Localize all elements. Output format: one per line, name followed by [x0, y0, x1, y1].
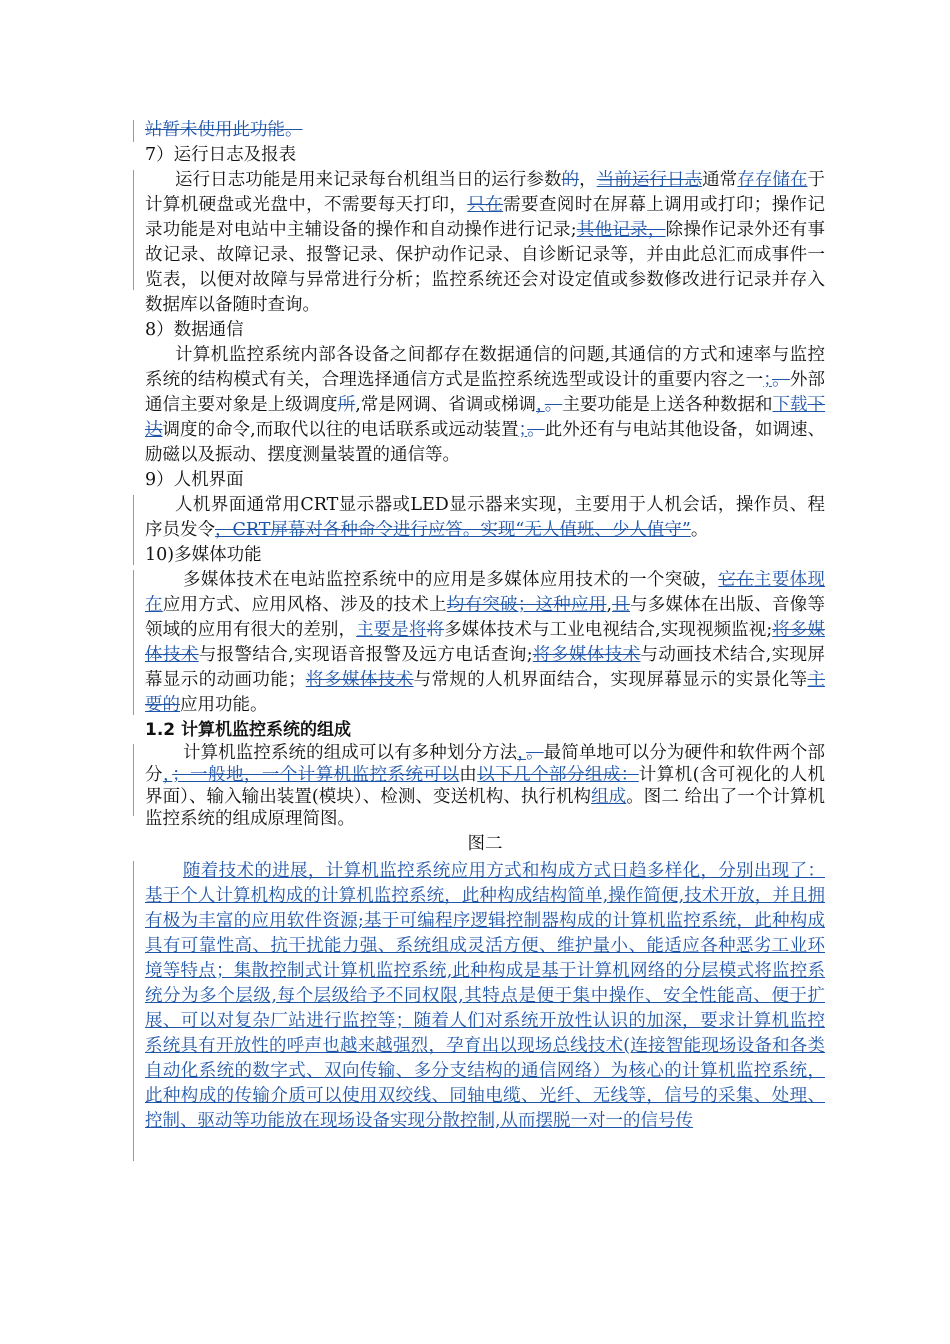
change-bar [133, 170, 134, 290]
change-bar [133, 495, 134, 565]
heading-10: 10)多媒体功能 [145, 545, 262, 565]
paragraph-8: 计算机监控系统内部各设备之间都存在数据通信的问题,其通信的方式和速率与监控系统的结构模式有关，合理选择通信方式是监控系统选型或设计的重要内容之一；。外部通信主要对象是上级调度所,常是网调、省调或梯调，。主要功能是上送各种数据和下载下达调度的命令,而取代以往的电话联系或远动装置；。此外还有与电站其他设备，如调速、励磁以及振动、摆度测量装置的通信等。 [145, 345, 826, 465]
section-title: 1.2 计算机监控系统的组成 [145, 720, 352, 740]
paragraph-continued [145, 118, 825, 143]
paragraph-inserted: 随着技术的进展，计算机监控系统应用方式和构成方式日趋多样化，分别出现了：基于个人计算机构成的计算机监控系统，此种构成结构简单,操作简便,技术开放，并且拥有极为丰富的应用软件资源;基于可编程序逻辑控制器构成的计算机监控系统，此种构成具有可靠性高、抗干扰能力强、系统组成灵活方便、维护量小、能适应各种恶劣工业环境等特点；集散控制式计算机监控系统,此种构成是基于计算机网络的分层模式将监控系统分为多个层级,每个层级给予不同权限,其特点是便于集中操作、安全性能高、便于扩展、可以对复杂厂站进行监控等；随着人们对系统开放性认识的加深，要求计算机监控系统具有开放性的呼声也越来越强烈，孕育出以现场总线技术(连接智能现场设备和各类自动化系统的数字式、双向传输、多分支结构的通信网络）为核心的计算机监控系统，此种构成的传输介质可以使用双绞线、同轴电缆、光纤、无线等，信号的采集、处理、控制、驱动等功能放在现场设备实现分散控制,从而摆脱一对一的信号传 [145, 859, 825, 1134]
paragraph-10: 多媒体技术在电站监控系统中的应用是多媒体应用技术的一个突破，它在主要体现在应用方式、应用风格、涉及的技术上均有突破；这种应用,且与多媒体在出版、音像等领域的应用有很大的差别，主要是将将多媒体技术与工业电视结合,实现视频监视;将多媒体技术与报警结合,实现语音报警及远方电话查询;将多媒体技术与动画技术结合,实现屏幕显示的动画功能；将多媒体技术与常规的人机界面结合，实现屏幕显示的实景化等主要的应用功能。 [145, 568, 825, 718]
change-bar [133, 744, 134, 816]
document-page [145, 118, 825, 1134]
change-bar [133, 570, 134, 715]
deleted-text: 站暂未使用此功能。 [145, 120, 303, 140]
heading-7: 7）运行日志及报表 [145, 145, 297, 165]
change-bar [133, 861, 134, 1161]
heading-9: 9）人机界面 [145, 470, 244, 490]
figure-caption: 图二 [467, 834, 503, 854]
paragraph-9: 人机界面通常用CRT显示器或LED显示器来实现，主要用于人机会话，操作员、程序员发令，CRT屏幕对各种命令进行应答。实现“无人值班、少人值守”。 [145, 493, 825, 543]
paragraph-composition: 计算机监控系统的组成可以有多种划分方法，。最简单地可以分为硬件和软件两个部分，；一般地，一个计算机监控系统可以由以下几个部分组成：计算机(含可视化的人机界面）、输入输出装置(模块）、检测、变送机构、执行机构组成。图二 给出了一个计算机监控系统的组成原理简图。 [145, 742, 825, 830]
change-bar [133, 120, 134, 142]
paragraph-7: 运行日志功能是用来记录每台机组当日的运行参数的，当前运行日志通常存存储在于计算机硬盘或光盘中，不需要每天打印，只在需要查阅时在屏幕上调用或打印；操作记录功能是对电站中主辅设备的操作和自动操作进行记录;其他记录，除操作记录外还有事故记录、故障记录、报警记录、保护动作记录、自诊断记录等，并由此总汇而成事件一览表，以便对故障与异常进行分析；监控系统还会对设定值或参数修改进行记录并存入数据库以备随时查询。 [145, 168, 825, 318]
heading-8: 8）数据通信 [145, 320, 244, 340]
